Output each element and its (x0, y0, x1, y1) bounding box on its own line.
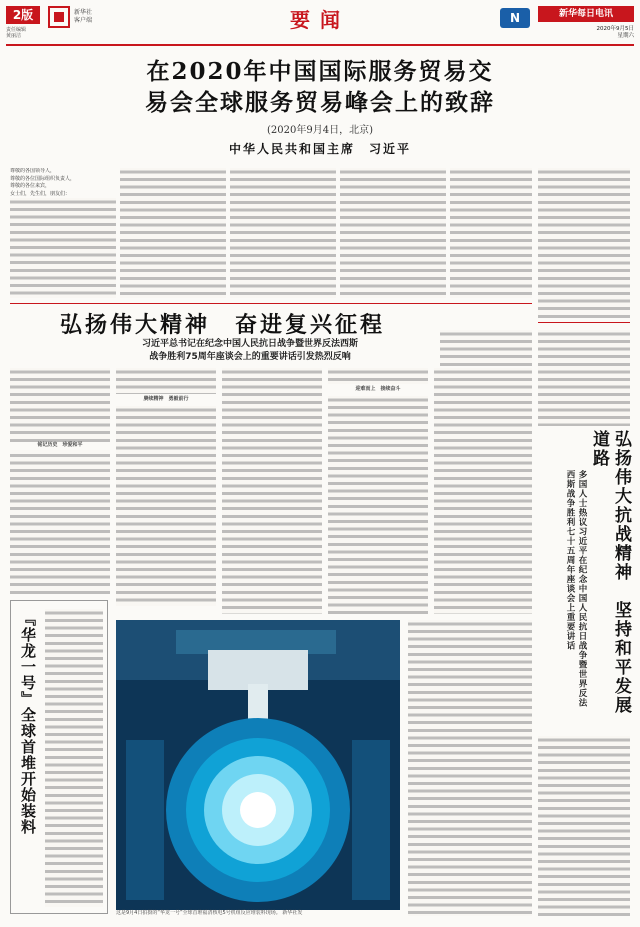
right-column-1 (408, 620, 532, 916)
section-divider (10, 303, 532, 304)
right-column-intro (538, 330, 630, 426)
lead-salutation: 尊敬的各国领导人， 尊敬的各位国际组织负责人， 尊敬的各位来宾， 女士们，先生们，朋友们： (10, 168, 116, 198)
feature-column-4 (328, 368, 428, 614)
app-name: 新华社 客户端 (74, 9, 93, 24)
editor-credit: 责任编辑 黄丽洁 (6, 27, 27, 39)
feature-column-2 (116, 368, 216, 614)
feature-sub-line-1: 习近平总书记在纪念中国人民抗日战争暨世界反法西斯 (141, 339, 358, 349)
lead-column-3 (230, 168, 336, 298)
lead-column-2 (120, 168, 226, 298)
right-column-top (440, 330, 532, 366)
lead-column-6 (538, 168, 630, 318)
feature-sub-line-2: 战争胜利75周年座谈会上的重要讲话引发热烈反响 (149, 352, 351, 362)
lead-article-header (20, 56, 620, 157)
photo-caption: 这是9月4日拍摄的“华龙一号”全球首堆福清核电5号机组反应堆装料现场。 新华社发 (116, 910, 303, 916)
paper-name: 新华每日电讯 (538, 6, 634, 22)
lead-headline-line-1: 在2020年中国国际服务贸易交 (146, 58, 494, 85)
lead-column-5 (450, 168, 532, 298)
right-column-2 (538, 736, 630, 916)
masthead (0, 0, 640, 46)
feature-column-1 (10, 368, 110, 594)
lead-dateline: (2020年9月4日，北京) (267, 125, 373, 136)
feature-headline: 弘扬伟大精神 奋进复兴征程 (60, 312, 386, 338)
edition-badge: 2版 (6, 6, 40, 24)
feature-column-3 (222, 368, 322, 614)
right-feature-headline: 弘扬伟大抗战精神 坚持和平发展道路 (589, 430, 631, 715)
right-divider (538, 322, 630, 323)
paper-date: 2020年9月5日 星期六 (596, 26, 634, 39)
reactor-photo (116, 620, 400, 910)
sidebar-box-text (45, 609, 103, 907)
feature-section-head-1: 铭记历史 珍爱和平 (10, 442, 110, 450)
lead-column-1 (10, 168, 116, 298)
feature-subheadline (90, 338, 410, 364)
sidebar-box-headline: 『华龙一号』全球首堆开始装料 (19, 611, 37, 835)
right-feature-subheadline: 多国人士热议习近平在纪念中国人民抗日战争暨世界反法西斯战争胜利七十五周年座谈会上重要讲话 (565, 470, 587, 708)
lead-byline: 中华人民共和国主席 习近平 (228, 142, 411, 156)
feature-section-head-2: 赓续精神 勇毅前行 (116, 396, 216, 404)
masthead-rule (6, 44, 634, 46)
feature-column-5 (434, 368, 532, 614)
feature-section-head-3: 迎难而上 接续奋斗 (328, 386, 428, 394)
brand-logo-icon: N (500, 8, 530, 28)
feature-section-1-head (10, 440, 110, 454)
lead-column-4 (340, 168, 446, 298)
lead-headline-line-2: 易会全球服务贸易峰会上的致辞 (145, 89, 495, 116)
sidebar-news-box (10, 600, 108, 914)
reactor-photo-illustration (116, 620, 400, 910)
section-title: 要闻 (290, 8, 350, 32)
